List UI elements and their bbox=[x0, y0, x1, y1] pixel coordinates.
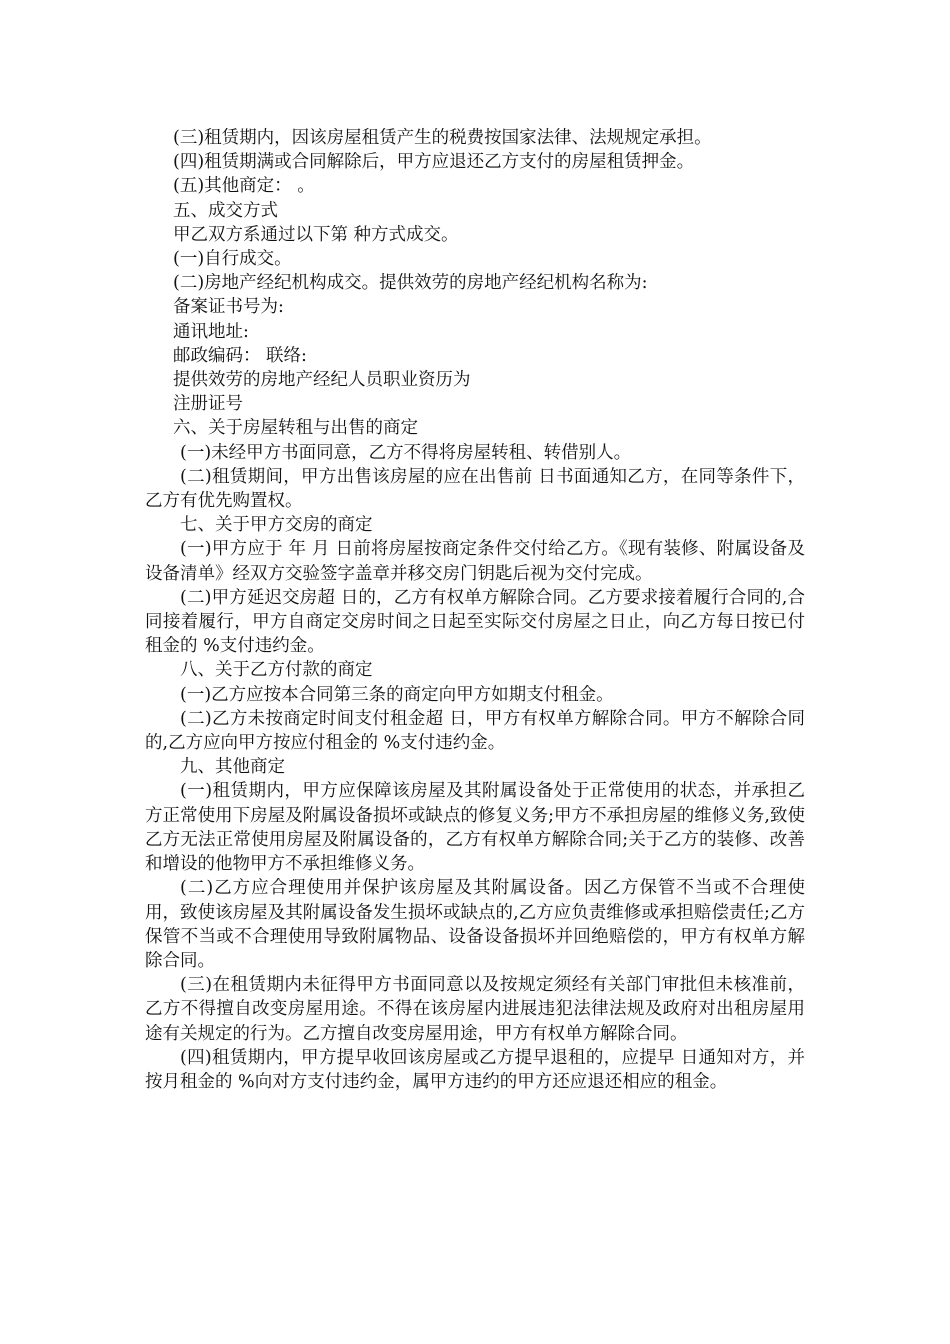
paragraph: 八、关于乙方付款的商定 bbox=[180, 660, 373, 681]
paragraph: 九、其他商定 bbox=[180, 757, 285, 778]
paragraph: 提供效劳的房地产经纪人员职业资历为 bbox=[173, 370, 471, 391]
contract-text bbox=[145, 126, 805, 1094]
paragraph: (一)租赁期内，甲方应保障该房屋及其附属设备处于正常使用的状态，并承担乙方正常使用下房屋及附属设备损坏或缺点的修复义务;甲方不承担房屋的维修义务,致使乙方无法正常使用房屋及附属设备的，乙方有权单方解除合同;关于乙方的装修、改善和增设的他物甲方不承担维修义务。 bbox=[145, 781, 805, 875]
paragraph: 注册证号 bbox=[173, 394, 243, 415]
paragraph: (三)在租赁期内未征得甲方书面同意以及按规定须经有关部门审批但未核准前，乙方不得擅自改变房屋用途。不得在该房屋内进展违犯法律法规及政府对出租房屋用途有关规定的行为。乙方擅自改变房屋用途，甲方有权单方解除合同。 bbox=[145, 975, 805, 1044]
paragraph: (四)租赁期内，甲方提早收回该房屋或乙方提早退租的，应提早 日通知对方，并按月租金的 %向对方支付违约金，属甲方违约的甲方还应退还相应的租金。 bbox=[145, 1047, 805, 1092]
paragraph: (二)乙方未按商定时间支付租金超 日，甲方有权单方解除合同。甲方不解除合同的,乙方应向甲方按应付租金的 %支付违约金。 bbox=[145, 708, 805, 754]
paragraph: (二)甲方延迟交房超 日的，乙方有权单方解除合同。乙方要求接着履行合同的,合同接着履行，甲方自商定交房时间之日起至实际交付房屋之日止，向乙方每日按已付租金的 %支付违约金。 bbox=[145, 587, 805, 657]
paragraph: 邮政编码： 联络: bbox=[173, 345, 307, 366]
paragraph: (二)乙方应合理使用并保护该房屋及其附属设备。因乙方保管不当或不合理使用，致使该房屋及其附属设备发生损坏或缺点的,乙方应负责维修或承担赔偿责任;乙方保管不当或不合理使用导致附属物品、设备设备损坏并回绝赔偿的，甲方有权单方解除合同。 bbox=[145, 878, 805, 971]
paragraph: 六、关于房屋转租与出售的商定 bbox=[173, 418, 418, 439]
paragraph: 甲乙双方系通过以下第 种方式成交。 bbox=[173, 224, 459, 245]
paragraph: (五)其他商定： 。 bbox=[173, 176, 315, 197]
paragraph: (一)自行成交。 bbox=[173, 249, 292, 270]
paragraph: (一)乙方应按本合同第三条的商定向甲方如期支付租金。 bbox=[180, 684, 614, 705]
paragraph: (一)未经甲方书面同意，乙方不得将房屋转租、转借别人。 bbox=[180, 442, 632, 463]
paragraph: (一)甲方应于 年 月 日前将房屋按商定条件交付给乙方。《现有装修、附属设备及设备清单》经双方交验签字盖章并移交房门钥匙后视为交付完成。 bbox=[145, 539, 805, 584]
paragraph: 五、成交方式 bbox=[173, 200, 278, 221]
paragraph: (二)租赁期间，甲方出售该房屋的应在出售前 日书面通知乙方，在同等条件下，乙方有优先购置权。 bbox=[145, 466, 805, 512]
paragraph: (四)租赁期满或合同解除后，甲方应退还乙方支付的房屋租赁押金。 bbox=[173, 152, 695, 173]
paragraph: 通讯地址: bbox=[173, 321, 249, 342]
paragraph: 七、关于甲方交房的商定 bbox=[180, 515, 373, 536]
paragraph: (二)房地产经纪机构成交。提供效劳的房地产经纪机构名称为: bbox=[173, 273, 648, 294]
paragraph: (三)租赁期内，因该房屋租赁产生的税费按国家法律、法规规定承担。 bbox=[173, 128, 712, 148]
paragraph: 备案证书号为: bbox=[173, 297, 284, 318]
